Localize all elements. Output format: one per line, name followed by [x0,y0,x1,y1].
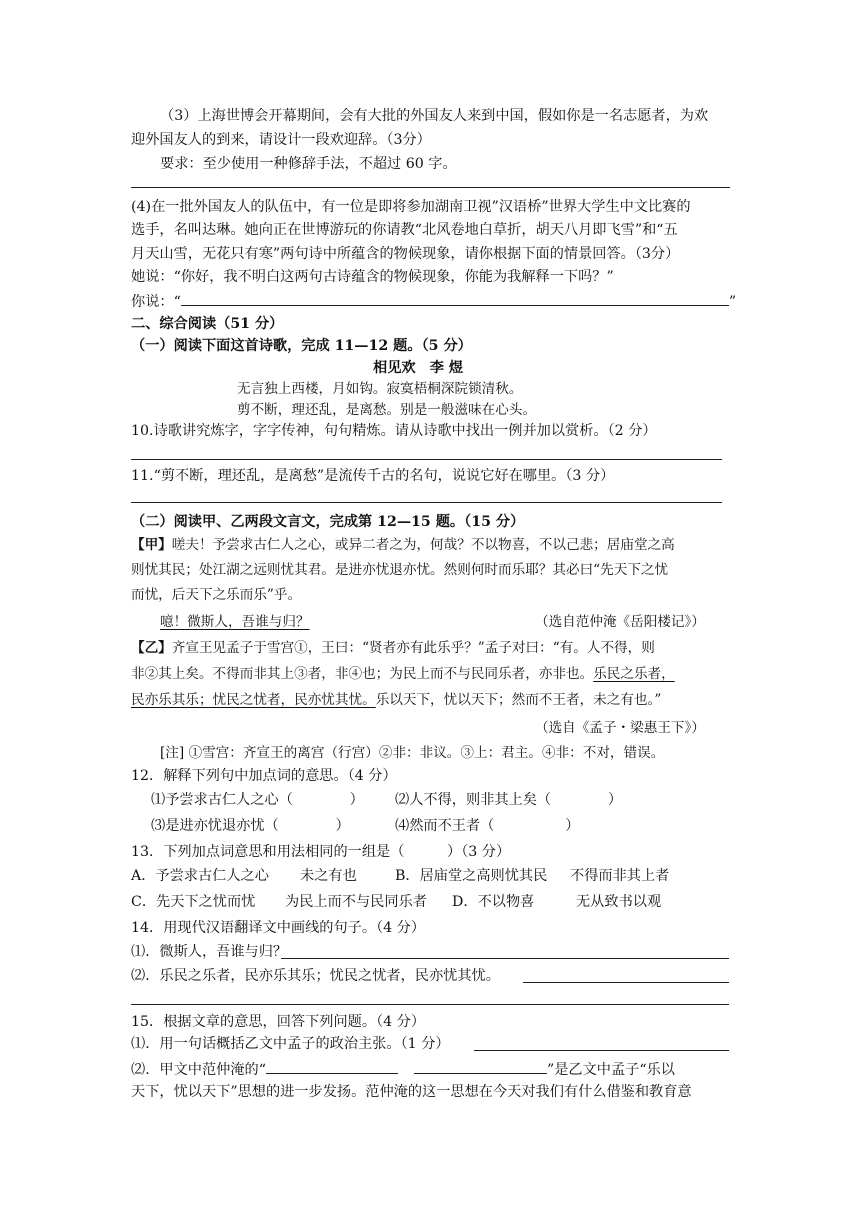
jia-text: 嗟夫！予尝求古仁人之心，或异二者之为，何哉？不以物喜，不以己悲；居庙堂之高 [171,537,675,553]
q15-b-line2: 天下，忧以天下”思想的进一步发扬。范仲淹的这一思想在今天对我们有什么借鉴和教育意 [131,1084,692,1100]
poem-title: 相见欢 李 煜 [373,360,464,376]
jia-line3: 而忧，后天下之乐而乐”乎。 [131,587,302,603]
answer-line[interactable] [131,187,730,188]
answer-line[interactable] [523,982,729,983]
q3-requirement: 要求：至少使用一种修辞手法，不超过 60 字。 [160,156,457,172]
jia-line1 [131,535,675,555]
q13-option-a2: 未之有也 [300,868,357,884]
q10: 10.诗歌讲究炼字，字字传神，句句精炼。请从诗歌中找出一例并加以赏析。（2 分） [131,423,657,439]
yi-line2 [131,664,675,684]
yi-underlined: 民亦乐其乐；忧民之忧者，民亦忧其忧。 [131,692,376,708]
q13-option-d: D．不以物喜 [452,894,535,910]
jia-source: （选自范仲淹《岳阳楼记》） [535,614,705,630]
q14-title: 14．用现代汉语翻译文中画线的句子。（4 分） [131,920,426,936]
answer-blank[interactable] [414,1058,547,1074]
yi-text: 齐宣王见孟子于雪宫①，王曰：“贤者亦有此乐乎？”孟子对曰：“有。人不得，则 [171,640,655,656]
q3-line2: 迎外国友人的到来，请设计一段欢迎辞。（3分） [131,132,431,148]
jia-line2: 则忧其民；处江湖之远则忧其君。是进亦忧退亦忧。然则何时而乐耶？其必曰“先天下之忧 [131,562,669,578]
yi-text: 乐以天下，忧以天下；然而不王者，未之有也。” [375,692,662,708]
part2-title: （二）阅读甲、乙两段文言文，完成第 12—15 题。（15 分） [131,514,525,530]
q15-b-text: ⑵．甲文中范仲淹的“ [131,1062,266,1078]
answer-line[interactable] [474,1050,729,1051]
q13-option-c2: 为民上而不与民同乐者 [285,894,427,910]
jia-label: 【甲】 [131,537,172,553]
answer-line[interactable] [281,958,729,959]
q3-line1: （3）上海世博会开幕期间，会有大批的外国友人来到中国，假如你是一名志愿者，为欢 [160,108,709,124]
answer-line[interactable] [131,459,722,460]
q13-option-d2: 无从致书以观 [576,894,662,910]
yi-source: （选自《孟子・梁惠王下》） [535,720,705,736]
q12-c: ⑶是进亦忧退亦忧（ ） [151,818,350,834]
answer-line[interactable] [131,1004,729,1005]
quote-end: ” [728,294,737,310]
q4-she-said: 她说：“你好，我不明白这两句古诗蕴含的物候现象，你能为我解释一下吗？” [131,269,614,285]
answer-blank[interactable] [266,1058,398,1074]
q13-option-a: A．予尝求古仁人之心 [131,868,269,884]
q12-title: 12．解释下列句中加点词的意思。（4 分） [131,768,397,784]
section2-title: 二、综合阅读（51 分） [131,316,284,332]
q12-d: ⑷然而不王者（ ） [395,818,580,834]
q13-title: 13．下列加点词意思和用法相同的一组是（ ）（3 分） [131,844,511,860]
q11: 11.“剪不断，理还乱，是离愁”是流传千古的名句，说说它好在哪里。（3 分） [131,468,615,484]
q13-option-b2: 不得而非其上者 [570,868,670,884]
q15-b-line1 [131,1058,675,1080]
q14-b: ⑵．乐民之乐者，民亦乐其乐；忧民之忧者，民亦忧其忧。 [131,968,500,984]
poem-line2: 剪不断，理还乱，是离愁。别是一般滋味在心头。 [237,402,537,418]
q13-option-b: B．居庙堂之高则忧其民 [395,868,548,884]
q4-line1: (4)在一批外国友人的队伍中，有一位是即将参加湖南卫视”汉语桥”世界大学生中文比赛的 [131,199,691,215]
part1-title: （一）阅读下面这首诗歌，完成 11—12 题。（5 分） [131,338,472,354]
q15-title: 15．根据文章的意思，回答下列问题。（4 分） [131,1014,426,1030]
yi-label: 【乙】 [131,640,172,656]
you-said-label: 你说：“ [131,294,181,310]
q4-line2: 选手，名叫达琳。她向正在世博游玩的你请教“北风卷地白草折，胡天八月即飞雪”和“五 [131,222,678,238]
q15-b-text: ”是乙文中孟子“乐以 [546,1062,675,1078]
poem-line1: 无言独上西楼，月如钩。寂寞梧桐深院锁清秋。 [237,381,523,397]
q4-you-said [131,290,736,312]
q4-line3: 月天山雪，无花只有寒”两句诗中所蕴含的物候现象，请你根据下面的情景回答。（3分） [131,246,680,262]
answer-line[interactable] [131,502,722,503]
q13-option-c: C．先天下之忧而忧 [131,894,256,910]
yi-underlined: 乐民之乐者， [593,666,675,682]
jia-line4-underlined: 噫！微斯人，吾谁与归？ [160,614,310,630]
answer-blank[interactable] [181,290,729,306]
notes: [注] ①雪宫：齐宣王的离宫（行宫）②非：非议。③上：君主。④非：不对，错误。 [160,745,665,761]
q15-a: ⑴．用一句话概括乙文中孟子的政治主张。（1 分） [131,1036,450,1052]
q14-a: ⑴．微斯人，吾谁与归？ [131,944,288,960]
q12-a: ⑴予尝求古仁人之心（ ） [151,792,364,808]
q12-b: ⑵人不得，则非其上矣（ ） [395,792,623,808]
yi-line3 [131,690,661,710]
yi-text: 非②其上矣。不得而非其上③者，非④也；为民上而不与民同乐者，亦非也。 [131,666,594,682]
yi-line1 [131,638,655,658]
